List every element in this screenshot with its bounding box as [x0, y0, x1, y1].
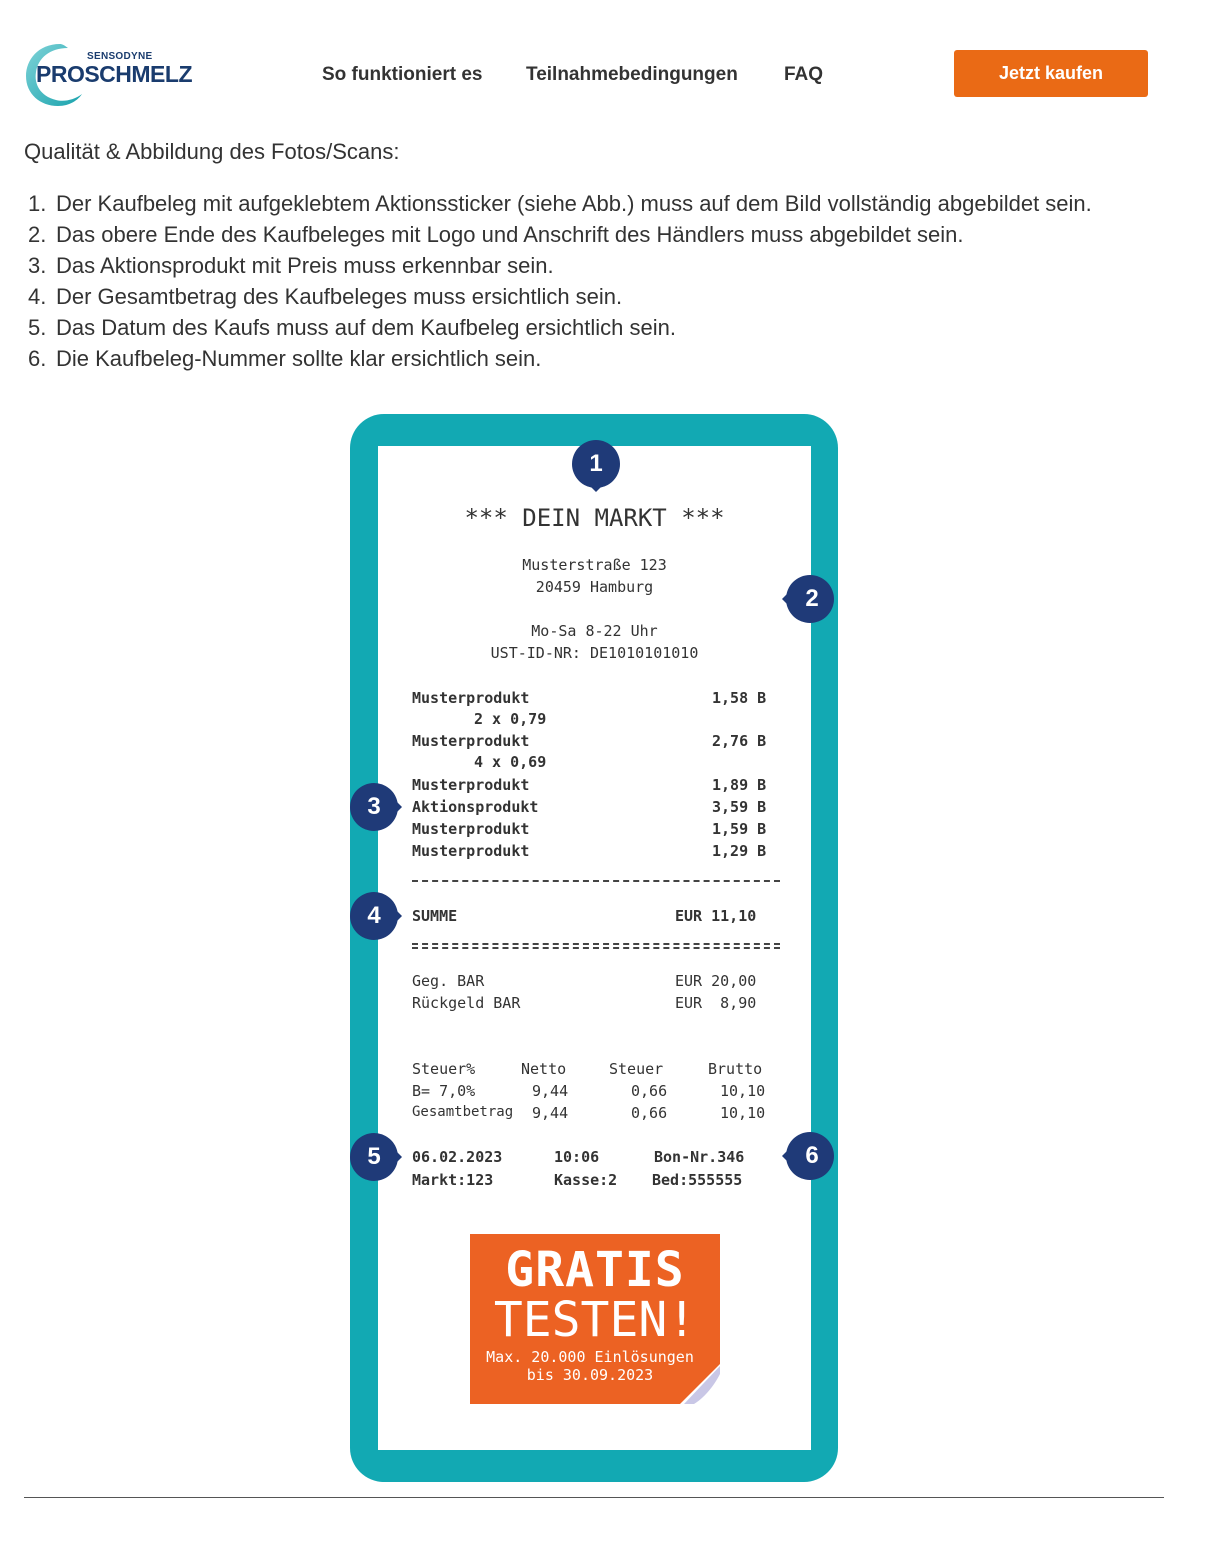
tax-row-net: 9,44 [532, 1082, 569, 1100]
marker-4-label: 4 [367, 902, 381, 929]
tax-row-gross: 10,10 [720, 1082, 766, 1100]
list-text: Der Kaufbeleg mit aufgeklebtem Aktionssticker (siehe Abb.) muss auf dem Bild vollständig abgebildet sein. [56, 191, 1092, 216]
marker-2-label: 2 [805, 585, 819, 612]
receipt-bon-number: Bon-Nr.346 [654, 1148, 745, 1166]
page-curl-icon [680, 1364, 720, 1404]
receipt-register: Kasse:2 [554, 1171, 618, 1189]
buy-now-button[interactable]: Jetzt kaufen [954, 50, 1148, 97]
receipt-operator: Bed:555555 [652, 1171, 743, 1189]
section-intro: Qualität & Abbildung des Fotos/Scans: [24, 139, 400, 164]
receipt-item-name: Musterprodukt [412, 776, 530, 794]
receipt-item-price: 1,29 B [712, 842, 767, 860]
receipt-city: 20459 Hamburg [535, 578, 654, 596]
list-number: 4. [28, 284, 47, 309]
receipt-item-name: Musterprodukt [412, 689, 530, 707]
list-item [24, 283, 1164, 311]
receipt-item-name: Musterprodukt [412, 732, 530, 750]
marker-3-label: 3 [367, 793, 381, 820]
list-number: 1. [28, 191, 47, 216]
nav-how-it-works[interactable]: So funktioniert es [322, 64, 483, 85]
receipt-change-label: Rückgeld BAR [412, 994, 521, 1012]
list-text: Das Aktionsprodukt mit Preis muss erkennbar sein. [56, 253, 554, 278]
receipt-hours: Mo-Sa 8-22 Uhr [531, 622, 658, 640]
tax-total-label: Gesamtbetrag [412, 1104, 514, 1120]
receipt-item-price: 2,76 B [712, 732, 767, 750]
receipt-paid-label: Geg. BAR [412, 972, 485, 990]
promo-sticker [470, 1234, 720, 1404]
tax-total-gross: 10,10 [720, 1104, 766, 1122]
tax-header-net: Netto [521, 1060, 567, 1078]
bottom-divider [24, 1497, 1164, 1498]
list-text: Das Datum des Kaufs muss auf dem Kaufbeleg ersichtlich sein. [56, 315, 676, 340]
receipt-date: 06.02.2023 [412, 1148, 503, 1166]
list-item [24, 345, 1164, 373]
list-number: 2. [28, 222, 47, 247]
receipt-street: Musterstraße 123 [522, 556, 667, 574]
list-number: 5. [28, 315, 47, 340]
list-item [24, 221, 1164, 249]
sticker-gratis-text: GRATIS [505, 1242, 685, 1298]
sticker-testen-text: TESTEN! [493, 1292, 697, 1348]
receipt-promo-item-name: Aktionsprodukt [412, 798, 539, 816]
receipt-paid-value: EUR 20,00 [675, 972, 757, 990]
receipt-item-name: Musterprodukt [412, 820, 530, 838]
sticker-limit-text [470, 1348, 710, 1384]
list-text: Das obere Ende des Kaufbeleges mit Logo und Anschrift des Händlers muss abgebildet sein. [56, 222, 964, 247]
tax-total-net: 9,44 [532, 1104, 569, 1122]
marker-5-label: 5 [367, 1143, 381, 1170]
tax-row-tax: 0,66 [631, 1082, 668, 1100]
marker-1-label: 1 [589, 450, 603, 477]
list-text: Der Gesamtbetrag des Kaufbeleges muss ersichtlich sein. [56, 284, 623, 309]
receipt-market-name: *** DEIN MARKT *** [464, 504, 725, 532]
receipt-item-price: 1,59 B [712, 820, 767, 838]
list-text: Die Kaufbeleg-Nummer sollte klar ersichtlich sein. [56, 346, 542, 371]
receipt-illustration [350, 414, 838, 1482]
receipt-item-name: Musterprodukt [412, 842, 530, 860]
logo-sensodyne-text: SENSODYNE [87, 51, 153, 62]
receipt-double-divider [412, 943, 780, 949]
marker-6-label: 6 [805, 1142, 819, 1169]
list-item [24, 314, 1164, 342]
requirements-list [24, 190, 1164, 376]
brand-logo[interactable] [24, 40, 199, 108]
receipt-promo-item-price: 3,59 B [712, 798, 767, 816]
receipt-item-price: 1,89 B [712, 776, 767, 794]
tax-header-gross: Brutto [708, 1060, 763, 1078]
list-number: 3. [28, 253, 47, 278]
receipt-divider [412, 880, 780, 882]
receipt-vat-id: UST-ID-NR: DE1010101010 [490, 644, 699, 662]
sticker-limit-line: Max. 20.000 Einlösungen [486, 1348, 694, 1366]
tax-row-rate: B= 7,0% [412, 1082, 476, 1100]
receipt-item-detail: 4 x 0,69 [474, 753, 547, 771]
receipt-item-detail: 2 x 0,79 [474, 710, 547, 728]
receipt-time: 10:06 [554, 1148, 600, 1166]
receipt-change-value: EUR 8,90 [675, 994, 757, 1012]
list-item [24, 252, 1164, 280]
logo-proschmelz-text: PROSCHMELZ [36, 61, 192, 87]
tax-header-rate: Steuer% [412, 1060, 476, 1078]
tax-total-tax: 0,66 [631, 1104, 668, 1122]
receipt-item-price: 1,58 B [712, 689, 767, 707]
list-number: 6. [28, 346, 47, 371]
nav-terms[interactable]: Teilnahmebedingungen [526, 64, 738, 85]
sticker-date-line: bis 30.09.2023 [526, 1366, 654, 1384]
receipt-paper [378, 446, 811, 1450]
list-item [24, 190, 1164, 218]
receipt-market-number: Markt:123 [412, 1171, 494, 1189]
tax-header-tax: Steuer [609, 1060, 664, 1078]
receipt-sum-label: SUMME [412, 907, 458, 925]
receipt-sum-value: EUR 11,10 [675, 907, 757, 925]
nav-faq[interactable]: FAQ [784, 64, 824, 85]
site-header [0, 0, 1216, 120]
